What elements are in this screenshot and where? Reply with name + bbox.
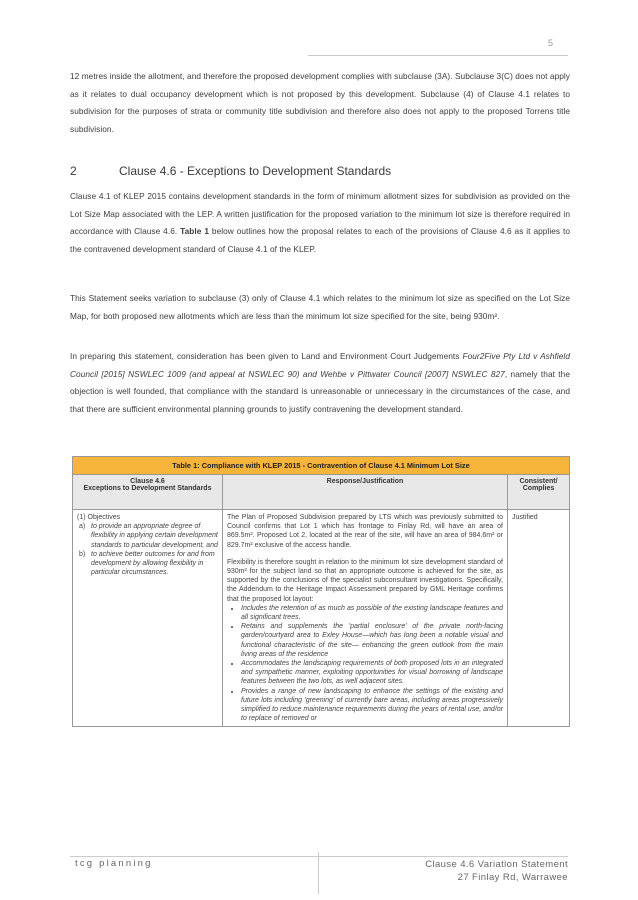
list-item: • Accommodates the landscaping requirements of both proposed lots in an integrated and sympathetic manner, exploiting opportunities for visual borrowing of landscape features between the two lots, as well adjacent sites.: [241, 659, 503, 687]
objective-b: [79, 550, 218, 578]
table-1-reference: Table 1: [180, 226, 209, 236]
objective-b-marker: b): [79, 550, 86, 558]
paragraph-clause-4-1: [70, 188, 570, 258]
header-rule: [308, 55, 568, 56]
para1-text-c: below outlines how the proposal relates to each of the provisions of Clause 4.6 as it applies to the contravened development standard of Clause 4.1 of the KLEP.: [70, 226, 570, 254]
footer-address: 27 Finlay Rd, Warrawee: [457, 872, 568, 883]
list-item: • Includes the retention of as much as possible of the existing landscape features and all significant trees.: [241, 604, 503, 622]
response-cell: [223, 510, 508, 727]
objectives-heading: (1) Objectives: [77, 514, 121, 521]
response-bullet-list: [227, 604, 503, 724]
paragraph-variation: This Statement seeks variation to subclause (3) only of Clause 4.1 which relates to the minimum lot size as specified on the Lot Size Map, for both proposed new allotments which are less than the minimum lot size specified for the site, being 930m².: [70, 293, 570, 321]
para1-text-a: Clause 4.1 of KLEP 2015 contains development standards in the form of minimum allotment sizes for subdivision as provided on the Lot Size Map associated with the LEP. A written justification for the proposed variation to the minimum lot size is therefore required in accordance with Clause 4.6.: [70, 191, 570, 236]
table-row: [73, 510, 570, 727]
para3-text-c: , namely that the objection is well founded, that compliance with the standard is unreasonable or unnecessary in the circumstances of the case, and that there are sufficient environmental planning grounds to justify contravening the development standard.: [70, 368, 570, 414]
response-paragraph-2: Flexibility is therefore sought in relation to the minimum lot size development standard of 930m² for the subject land so that an appropriate outcome is achieved for the site, as supported by the conclusions of the specialist subconsultant investigations. Specifically, the Addendum to the Heritage Impact Assessment prepared by GML Heritage confirms that the proposed lot layout:: [227, 558, 503, 603]
compliance-table: [72, 456, 570, 727]
intro-paragraph: 12 metres inside the allotment, and therefore the proposed development complies with subclause (3A). Subclause 3(C) does not apply as it relates to dual occupancy development which is not proposed by this development. Subclause (4) of Clause 4.1 relates to subdivision for the purposes of strata or community title subdivision and therefore also does not apply to the proposed Torrens title subdivision.: [70, 71, 570, 134]
column-header-clause: Clause 4.6 Exceptions to Development Standards: [73, 475, 223, 510]
paragraph-judgements: [70, 348, 570, 418]
objective-b-text: to achieve better outcomes for and from development by allowing flexibility in particular circumstances.: [91, 550, 215, 577]
footer-divider: [318, 852, 319, 894]
column-header-response: Response/Justification: [223, 475, 508, 510]
status-cell: Justified: [508, 510, 570, 727]
court-cases: Four2Five Pty Ltd v Ashfield Council [2015] NSWLEC 1009 (and appeal at NSWLEC 90) and Wehbe v Pittwater Council [2007] NSWLEC 827: [70, 351, 570, 379]
response-paragraph-1: The Plan of Proposed Subdivision prepared by LTS which was previously submitted to Council confirms that Lot 1 which has frontage to Finlay Rd, will have an area of 869.5m². Proposed Lot 2, located at the rear of the site, will have an area of 984.6m² or 829.7m² exclusive of the access handle.: [227, 514, 503, 549]
page-number: 5: [548, 38, 554, 48]
section-title: Clause 4.6 - Exceptions to Development Standards: [119, 164, 392, 178]
objective-a-text: to provide an appropriate degree of flexibility in applying certain development standards to particular development, and: [91, 523, 218, 549]
footer-doc-title: Clause 4.6 Variation Statement: [425, 859, 568, 870]
list-item: • Retains and supplements the 'partial enclosure' of the private north-facing garden/courtyard area to Exley House—which has long been a notable visual and functional characteristic of the site— enhancing the green outlook from the main living areas of the residence: [241, 622, 503, 659]
para3-text-a: In preparing this statement, consideration has been given to Land and Environment Court Judgements: [70, 351, 460, 361]
objectives-cell: [73, 510, 223, 727]
section-number: 2: [70, 164, 77, 178]
objective-a: [79, 522, 218, 550]
column-header-consistent: Consistent/ Complies: [508, 475, 570, 510]
footer-document-info: [425, 858, 568, 884]
section-heading: [70, 164, 391, 178]
list-item: • Provides a range of new landscaping to enhance the settings of the existing and future lots including 'greening' of currently bare areas, including areas progressively simplified to reduce maintenance requirements during the years of rental use, and/or to replace of removed or: [241, 687, 503, 724]
footer-rule: [70, 856, 568, 857]
table-title: Table 1: Compliance with KLEP 2015 - Contravention of Clause 4.1 Minimum Lot Size: [73, 457, 570, 475]
objective-a-marker: a): [79, 523, 86, 531]
footer-company: tcg planning: [75, 858, 153, 869]
